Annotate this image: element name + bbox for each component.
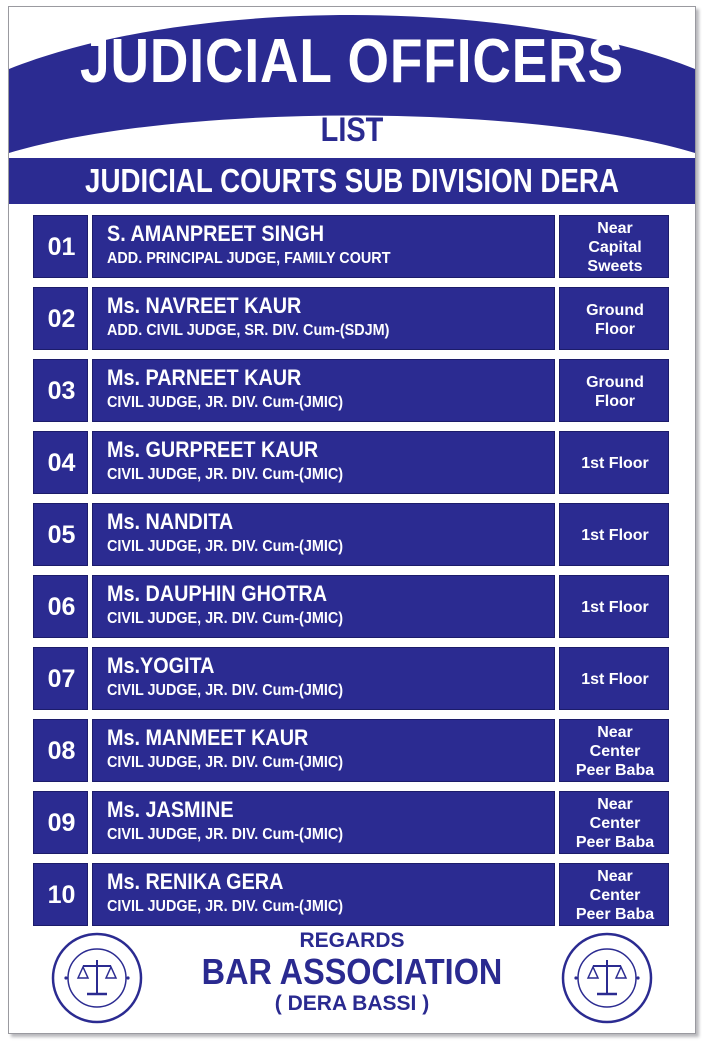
- serial-number: 02: [47, 305, 76, 333]
- serial-number: 10: [47, 881, 76, 909]
- officer-name: S. AMANPREET SINGH: [107, 221, 325, 246]
- officer-designation: CIVIL JUDGE, JR. DIV. Cum-(JMIC): [107, 610, 344, 627]
- officer-info-cell: [92, 503, 555, 566]
- location-cell: [559, 503, 669, 566]
- serial-cell: [33, 863, 88, 926]
- officer-row: [33, 647, 669, 710]
- regards-text: REGARDS: [299, 929, 405, 952]
- officer-designation: CIVIL JUDGE, JR. DIV. Cum-(JMIC): [107, 538, 344, 555]
- officer-info-cell: [92, 287, 555, 350]
- officer-row: [33, 791, 669, 854]
- officer-name: Ms. NANDITA: [107, 509, 234, 534]
- location-cell: [559, 647, 669, 710]
- list-label: LIST: [320, 111, 384, 149]
- serial-cell: [33, 791, 88, 854]
- subtitle-band: [9, 156, 695, 206]
- officer-name: Ms. MANMEET KAUR: [107, 725, 309, 750]
- officer-info-cell: [92, 863, 555, 926]
- officer-row: [33, 431, 669, 494]
- association-place: ( DERA BASSI ): [274, 992, 430, 1015]
- officer-designation: CIVIL JUDGE, JR. DIV. Cum-(JMIC): [107, 466, 344, 483]
- officer-info-cell: [92, 215, 555, 278]
- officer-info-cell: [92, 719, 555, 782]
- officer-location: Ground Floor: [586, 301, 644, 338]
- officer-name: Ms. GURPREET KAUR: [107, 437, 319, 462]
- officer-info-cell: [92, 359, 555, 422]
- serial-cell: [33, 431, 88, 494]
- officer-row: [33, 719, 669, 782]
- location-cell: [559, 575, 669, 638]
- officer-designation: CIVIL JUDGE, JR. DIV. Cum-(JMIC): [107, 898, 344, 915]
- officer-designation: CIVIL JUDGE, JR. DIV. Cum-(JMIC): [107, 826, 344, 843]
- serial-number: 06: [47, 593, 76, 621]
- officer-location: 1st Floor: [581, 455, 649, 472]
- location-cell: [559, 791, 669, 854]
- officer-name: Ms. JASMINE: [107, 797, 234, 822]
- location-cell: [559, 431, 669, 494]
- serial-cell: [33, 503, 88, 566]
- officer-designation: ADD. CIVIL JUDGE, SR. DIV. Cum-(SDJM): [107, 322, 390, 339]
- officer-row: [33, 215, 669, 278]
- officer-location: Near Capital Sweets: [587, 220, 643, 275]
- officer-location: 1st Floor: [581, 599, 649, 616]
- officer-designation: CIVIL JUDGE, JR. DIV. Cum-(JMIC): [107, 754, 344, 771]
- serial-cell: [33, 719, 88, 782]
- serial-number: 01: [47, 233, 76, 261]
- serial-number: 04: [47, 449, 76, 477]
- officer-location: Near Center Peer Baba: [575, 724, 655, 779]
- officer-location: Near Center Peer Baba: [575, 796, 655, 851]
- officer-row: [33, 863, 669, 926]
- officer-location: Ground Floor: [586, 373, 644, 410]
- serial-number: 05: [47, 521, 76, 549]
- location-cell: [559, 359, 669, 422]
- officer-location: Near Center Peer Baba: [575, 868, 655, 923]
- officer-info-cell: [92, 431, 555, 494]
- location-cell: [559, 287, 669, 350]
- serial-cell: [33, 647, 88, 710]
- page-title: JUDICIAL OFFICERS: [80, 27, 624, 96]
- serial-cell: [33, 215, 88, 278]
- serial-number: 09: [47, 809, 76, 837]
- officer-row: [33, 503, 669, 566]
- serial-number: 03: [47, 377, 76, 405]
- serial-cell: [33, 287, 88, 350]
- officer-info-cell: [92, 791, 555, 854]
- officer-location: 1st Floor: [581, 671, 649, 688]
- officer-name: Ms. NAVREET KAUR: [107, 293, 302, 318]
- subtitle: JUDICIAL COURTS SUB DIVISION DERA: [85, 162, 619, 199]
- officer-row: [33, 359, 669, 422]
- officer-name: Ms.YOGITA: [107, 653, 215, 678]
- location-cell: [559, 863, 669, 926]
- location-cell: [559, 215, 669, 278]
- association-name: BAR ASSOCIATION: [201, 951, 503, 992]
- notice-board: [8, 6, 696, 1034]
- officer-name: Ms. PARNEET KAUR: [107, 365, 302, 390]
- officer-row: [33, 287, 669, 350]
- officer-row: [33, 575, 669, 638]
- serial-cell: [33, 575, 88, 638]
- serial-number: 07: [47, 665, 76, 693]
- officer-designation: CIVIL JUDGE, JR. DIV. Cum-(JMIC): [107, 394, 344, 411]
- officer-info-cell: [92, 575, 555, 638]
- serial-cell: [33, 359, 88, 422]
- officer-location: 1st Floor: [581, 527, 649, 544]
- officer-info-cell: [92, 647, 555, 710]
- serial-number: 08: [47, 737, 76, 765]
- location-cell: [559, 719, 669, 782]
- officer-name: Ms. DAUPHIN GHOTRA: [107, 581, 328, 606]
- officer-name: Ms. RENIKA GERA: [107, 869, 284, 894]
- officer-designation: CIVIL JUDGE, JR. DIV. Cum-(JMIC): [107, 682, 344, 699]
- officer-designation: ADD. PRINCIPAL JUDGE, FAMILY COURT: [107, 250, 391, 267]
